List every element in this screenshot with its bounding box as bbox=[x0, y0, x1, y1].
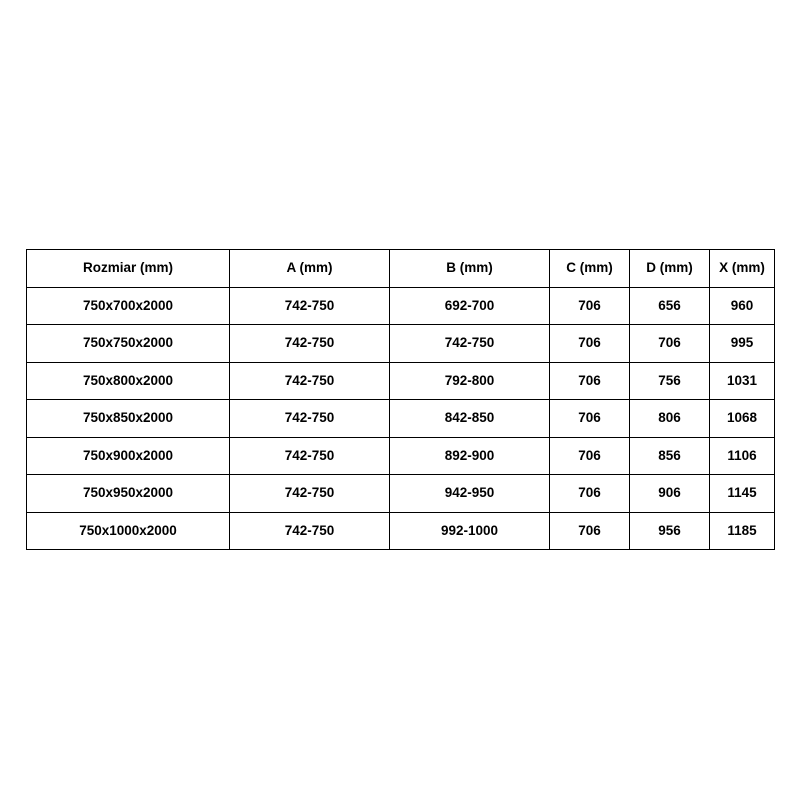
cell-a: 742-750 bbox=[230, 325, 390, 363]
cell-b: 942-950 bbox=[390, 475, 550, 513]
cell-a: 742-750 bbox=[230, 475, 390, 513]
cell-size: 750x950x2000 bbox=[27, 475, 230, 513]
cell-a: 742-750 bbox=[230, 512, 390, 550]
table-row bbox=[27, 287, 775, 325]
cell-c: 706 bbox=[550, 325, 630, 363]
cell-size: 750x900x2000 bbox=[27, 437, 230, 475]
cell-size: 750x850x2000 bbox=[27, 400, 230, 438]
table-row bbox=[27, 325, 775, 363]
table-row bbox=[27, 437, 775, 475]
cell-x: 960 bbox=[710, 287, 775, 325]
cell-b: 842-850 bbox=[390, 400, 550, 438]
cell-b: 792-800 bbox=[390, 362, 550, 400]
cell-d: 656 bbox=[630, 287, 710, 325]
cell-x: 1031 bbox=[710, 362, 775, 400]
cell-b: 742-750 bbox=[390, 325, 550, 363]
table-body bbox=[27, 287, 775, 550]
cell-x: 1106 bbox=[710, 437, 775, 475]
cell-c: 706 bbox=[550, 437, 630, 475]
table-row bbox=[27, 475, 775, 513]
cell-d: 956 bbox=[630, 512, 710, 550]
cell-a: 742-750 bbox=[230, 362, 390, 400]
table-header-row bbox=[27, 250, 775, 288]
cell-b: 692-700 bbox=[390, 287, 550, 325]
cell-d: 706 bbox=[630, 325, 710, 363]
cell-c: 706 bbox=[550, 400, 630, 438]
column-header-size: Rozmiar (mm) bbox=[27, 250, 230, 288]
column-header-d: D (mm) bbox=[630, 250, 710, 288]
table-row bbox=[27, 362, 775, 400]
cell-size: 750x800x2000 bbox=[27, 362, 230, 400]
cell-size: 750x1000x2000 bbox=[27, 512, 230, 550]
column-header-a: A (mm) bbox=[230, 250, 390, 288]
cell-x: 995 bbox=[710, 325, 775, 363]
spec-table-wrapper bbox=[26, 249, 774, 550]
table-header bbox=[27, 250, 775, 288]
cell-a: 742-750 bbox=[230, 287, 390, 325]
cell-a: 742-750 bbox=[230, 437, 390, 475]
table-row bbox=[27, 512, 775, 550]
dimensions-table bbox=[26, 249, 775, 550]
cell-d: 806 bbox=[630, 400, 710, 438]
table-row bbox=[27, 400, 775, 438]
cell-c: 706 bbox=[550, 475, 630, 513]
cell-size: 750x700x2000 bbox=[27, 287, 230, 325]
cell-x: 1068 bbox=[710, 400, 775, 438]
cell-d: 906 bbox=[630, 475, 710, 513]
cell-b: 992-1000 bbox=[390, 512, 550, 550]
cell-d: 856 bbox=[630, 437, 710, 475]
cell-b: 892-900 bbox=[390, 437, 550, 475]
column-header-x: X (mm) bbox=[710, 250, 775, 288]
cell-size: 750x750x2000 bbox=[27, 325, 230, 363]
cell-x: 1185 bbox=[710, 512, 775, 550]
cell-a: 742-750 bbox=[230, 400, 390, 438]
cell-x: 1145 bbox=[710, 475, 775, 513]
column-header-c: C (mm) bbox=[550, 250, 630, 288]
cell-c: 706 bbox=[550, 287, 630, 325]
cell-c: 706 bbox=[550, 512, 630, 550]
cell-c: 706 bbox=[550, 362, 630, 400]
cell-d: 756 bbox=[630, 362, 710, 400]
column-header-b: B (mm) bbox=[390, 250, 550, 288]
